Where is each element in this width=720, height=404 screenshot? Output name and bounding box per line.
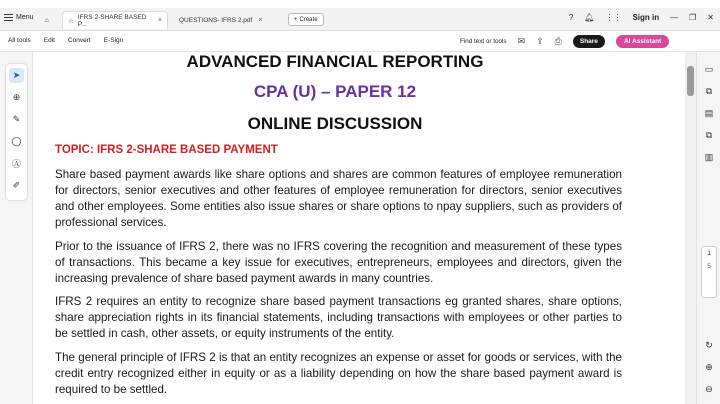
help-icon[interactable]: ? xyxy=(568,13,574,22)
minimize-icon[interactable]: — xyxy=(670,13,679,22)
close-tab-icon[interactable]: × xyxy=(157,17,162,24)
paragraph: The general principle of IFRS 2 is that an entity recognizes an expense or asset for goods or services, with the credit entry recognized either in equity or as a liability depending on how the share based payment award is required to be settled. xyxy=(55,351,622,396)
find-text-tools-button[interactable]: Find text or tools xyxy=(460,38,507,45)
tab-label: QUESTIONS- IFRS 2.pdf xyxy=(179,16,253,24)
page-navigator[interactable] xyxy=(701,246,717,298)
share-button[interactable]: Share xyxy=(573,35,605,48)
scrollbar-thumb[interactable] xyxy=(687,66,694,96)
zoom-icon[interactable]: ⊕ xyxy=(12,92,21,102)
menu-icon xyxy=(4,14,13,21)
star-icon: ☆ xyxy=(68,17,74,25)
paragraph: Share based payment awards like share options and shares are common features of employee remuneration for directors, senior executives and other features of employee remuneration for directors, senior executives and other employees. Some entities also issue shares or share options to npay suppliers, such as providers of professional services. xyxy=(55,168,622,229)
layers-icon[interactable]: ▥ xyxy=(704,151,714,162)
sign-in-button[interactable]: Sign in xyxy=(632,13,660,22)
select-cursor-icon[interactable]: ➤ xyxy=(9,68,24,83)
text-select-icon[interactable]: Ⓐ xyxy=(11,159,21,169)
pages-icon[interactable]: ▤ xyxy=(704,107,714,118)
apps-icon[interactable]: ⋮⋮ xyxy=(605,13,622,22)
doc-heading: ONLINE DISCUSSION xyxy=(247,114,423,133)
create-label: Create xyxy=(299,16,318,23)
upload-icon[interactable]: ⇪ xyxy=(536,36,544,46)
mail-icon[interactable]: ✉ xyxy=(517,36,526,46)
tab-ifrs2-document[interactable] xyxy=(62,11,168,29)
topic-heading: TOPIC: IFRS 2-SHARE BASED PAYMENT xyxy=(55,144,278,156)
home-tab[interactable] xyxy=(40,11,50,29)
tab-questions-pdf[interactable] xyxy=(174,11,284,29)
tab-label: IFRS 2-SHARE BASED P... xyxy=(77,13,147,28)
toolbar xyxy=(0,31,720,52)
draw-icon[interactable]: ✐ xyxy=(12,180,21,190)
doc-subtitle: CPA (U) – PAPER 12 xyxy=(253,82,417,101)
home-icon: ⌂ xyxy=(45,16,49,24)
maximize-icon[interactable]: ❐ xyxy=(689,13,697,22)
edit-button[interactable]: Edit xyxy=(43,37,55,44)
paragraph: IFRS 2 requires an entity to recognize share based payment transactions eg granted shares, share options, share appreciation rights in its financial statements, including transactions with employees or other parties to be settled in cash, other assets, or equity instruments of the entity. xyxy=(55,295,622,340)
tab-bar xyxy=(0,8,720,31)
plus-icon: + xyxy=(294,16,298,23)
pdf-page xyxy=(33,52,685,404)
zoom-out-icon[interactable]: ⊖ xyxy=(705,383,713,394)
current-page: 1 xyxy=(707,250,711,257)
close-window-icon[interactable]: ✕ xyxy=(707,13,714,22)
zoom-in-icon[interactable]: ⊕ xyxy=(705,361,713,372)
create-button[interactable] xyxy=(288,13,324,26)
refresh-icon[interactable]: ↻ xyxy=(705,339,713,350)
ai-assistant-button[interactable]: AI Assistant xyxy=(616,35,669,48)
left-tool-rail xyxy=(0,52,33,404)
total-pages: 5 xyxy=(707,263,711,270)
vertical-scrollbar[interactable] xyxy=(685,52,696,404)
menu-label: Menu xyxy=(16,14,34,21)
comment-icon[interactable]: ▭ xyxy=(704,63,714,74)
convert-button[interactable]: Convert xyxy=(67,37,91,44)
menu-button[interactable] xyxy=(4,14,34,21)
esign-button[interactable]: E-Sign xyxy=(103,37,124,44)
lasso-icon[interactable]: ◯ xyxy=(11,136,22,146)
pen-icon[interactable]: ✎ xyxy=(12,114,21,124)
tool-palette xyxy=(6,64,27,200)
all-tools-button[interactable]: All tools xyxy=(8,37,31,44)
doc-title: ADVANCED FINANCIAL REPORTING xyxy=(186,52,484,71)
print-icon[interactable]: ⎙ xyxy=(554,36,562,46)
close-tab-icon[interactable]: × xyxy=(258,16,263,24)
attachments-icon[interactable]: ⧉ xyxy=(705,129,713,140)
bookmark-icon[interactable]: ⧉ xyxy=(705,85,713,96)
right-rail xyxy=(696,52,720,404)
paragraph: Prior to the issuance of IFRS 2, there was no IFRS covering the recognition and measurement of these types of transactions. This became a key issue for executives, entrepreneurs, employees and directors, given the increasing prevalence of share based payment awards in many countries. xyxy=(55,240,622,285)
notifications-icon[interactable]: 🔔︎ xyxy=(584,13,595,22)
